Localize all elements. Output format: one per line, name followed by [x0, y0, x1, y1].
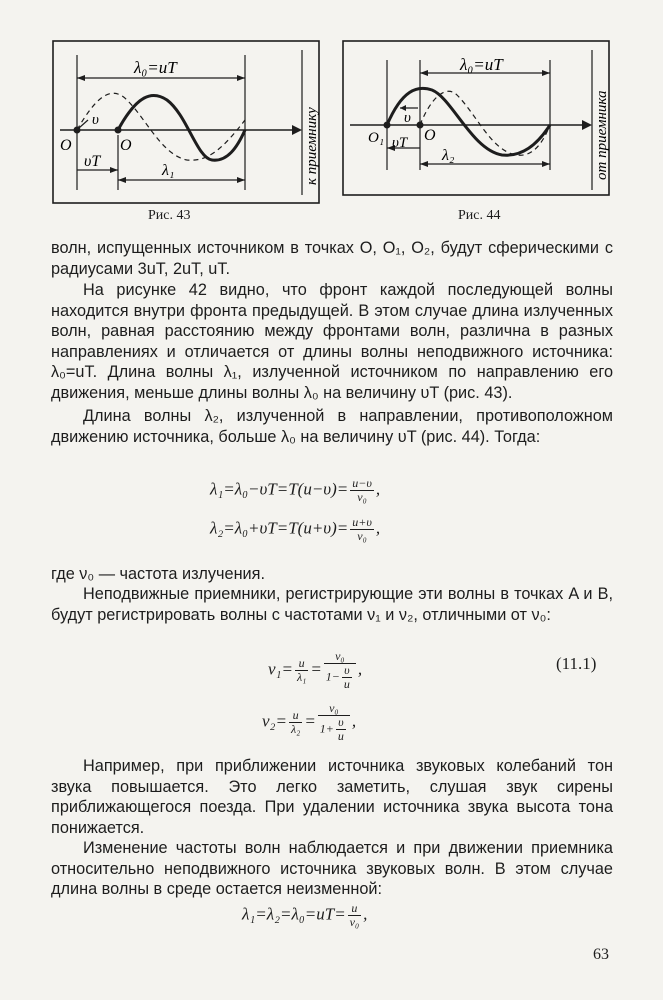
equation-lambda2: λ₂=λ₀+υT=T(u+υ)= $\frac{u+\upsilon}{\text{ν₀}}$ ,	[210, 515, 381, 543]
figure-43-vt-label: υT	[84, 153, 101, 170]
figure-44-vt-label: υT	[392, 135, 408, 151]
paragraph-3: Длина волны λ₂, излученной в направлении, противоположном движению источника, больше λ₀ на величину υT (рис. 44). Тогда:	[51, 407, 613, 446]
figure-43	[52, 40, 322, 206]
figure-44-v-label: υ	[404, 110, 411, 126]
paragraph-4: где ν₀ — частота излучения.	[51, 565, 265, 583]
figure-44-caption: Рис. 44	[458, 208, 501, 223]
figure-44-solid-wave	[387, 88, 550, 155]
paragraph-1: волн, испущенных источником в точках O, O₁, O₂, будут сферическими с радиусами 3uT, 2uT, uT.	[51, 239, 613, 278]
figure-43-o1-label: O	[60, 137, 72, 154]
figure-44-lambda2-label: λ₂	[442, 147, 455, 164]
equation-receiver: λ₁=λ₂=λ₀=uT= $\frac{u}{\text{ν₀}}$ ,	[242, 901, 368, 929]
equation-number: (11.1)	[556, 654, 597, 673]
paragraph-7: Изменение частоты волн наблюдается и при движении приемника относительно неподвижного источника звуковых волн. В этом случае длина волны в среде остается неизменной:	[51, 839, 613, 898]
figure-44-o1-label: O₁	[368, 130, 385, 146]
figure-43-side-text: к приемнику	[304, 107, 320, 185]
figure-43-v-label: υ	[92, 112, 99, 128]
figure-43-dashed-wave	[77, 93, 245, 160]
equation-nu1: ν₁= $\frac{u}{\text{λ₁}}$ = ν₀ 1− $\frac{\upsilon}{u}$ ,	[268, 649, 363, 691]
figure-44	[342, 40, 612, 198]
figure-43-lambda0-label: λ₀=uT	[134, 58, 177, 77]
paragraph-2: На рисунке 42 видно, что фронт каждой последующей волны находится внутри фронта предыдущей. В этом случае длина излученных волн, равная расстоянию между фронтами волн, различна в разных направлениях и отличается от длины волны неподвижного источника: λ₀=uT. Длина волны λ₁, излученной источником по направлению его движения, меньше длины волны λ₀ на величину υT (рис. 43).	[51, 281, 613, 402]
figure-43-caption: Рис. 43	[148, 208, 191, 223]
figure-43-solid-wave	[118, 95, 245, 160]
equation-lambda1: λ₁=λ₀−υT=T(u−υ)= $\frac{u-\upsilon}{\text{ν₀}}$ ,	[210, 476, 381, 504]
figure-43-o2-label: O	[120, 137, 132, 154]
page-number: 63	[593, 946, 609, 963]
figure-44-lambda0-label: λ₀=uT	[460, 55, 503, 74]
figure-43-axis-arrow	[292, 125, 302, 135]
figure-44-o2-label: O	[424, 127, 436, 144]
equation-nu2: ν₂= $\frac{u}{\text{λ₂}}$ = ν₀ 1+ $\frac{\upsilon}{u}$ ,	[262, 701, 357, 743]
figure-43-lambda1-label: λ₁	[162, 162, 175, 179]
paragraph-5: Неподвижные приемники, регистрирующие эти волны в точках A и B, будут регистрировать волны с частотами ν₁ и ν₂, отличными от ν₀:	[51, 585, 613, 624]
figure-44-side-text: от приемника	[594, 90, 610, 180]
paragraph-6: Например, при приближении источника звуковых колебаний тон звука повышается. Это легко заметить, слушая звук сирены приближающегося поезда. При удалении источника звука высота тона понижается.	[51, 757, 613, 837]
